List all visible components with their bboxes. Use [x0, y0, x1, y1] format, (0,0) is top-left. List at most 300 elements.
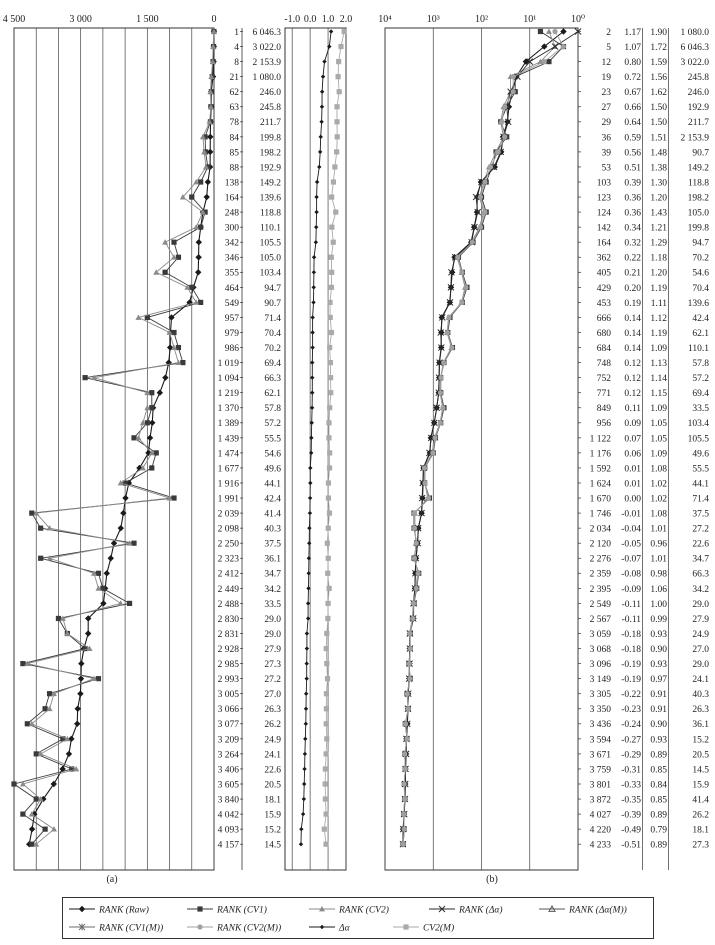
panel-a-series-point	[310, 330, 314, 334]
panel-b-cv2-label: 0.91	[650, 690, 667, 701]
panel-a-value-label: 27.3	[264, 660, 281, 670]
panel-b-delta-label: 0.36	[624, 208, 641, 219]
panel-a-id-label: 4	[234, 42, 239, 53]
panel-b-series-point	[445, 330, 450, 335]
panel-b-id-label: 956	[596, 419, 611, 430]
panel-a-series-point	[323, 781, 328, 786]
panel-a-series-point	[317, 165, 321, 169]
panel-b-value-label: 37.5	[692, 509, 709, 520]
panel-a-value-label: 192.9	[259, 163, 281, 174]
panel-b-delta-label: 0.36	[624, 193, 641, 204]
panel-b-series-point	[478, 194, 483, 199]
panel-b-cv2-label: 1.30	[650, 178, 667, 189]
panel-a-series-point	[302, 797, 306, 801]
panel-b-value-label: 27.3	[692, 840, 709, 851]
panel-b-cv2-label: 1.05	[650, 419, 667, 430]
panel-b-cv2-label: 0.85	[650, 795, 667, 806]
legend-swatch-marker	[79, 906, 85, 912]
panel-b-cv2-label: 1.19	[650, 328, 667, 339]
panel-b-cv2-label: 1.00	[650, 599, 667, 610]
panel-a-value-label: 139.6	[259, 193, 281, 204]
panel-b-cv2-label: 1.11	[650, 298, 667, 309]
panel-a-id-label: 138	[224, 178, 239, 189]
legend-swatch-marker	[197, 924, 202, 929]
panel-a-series-point	[308, 511, 312, 515]
panel-a-series-point	[324, 691, 329, 696]
panel-a-series-point	[324, 706, 329, 711]
panel-a-caption: (a)	[106, 874, 118, 885]
panel-b-series-point	[426, 495, 431, 500]
panel-a-id-label: 1 219	[217, 389, 239, 400]
panel-b-series-point	[470, 240, 475, 245]
legend-label: Δα	[339, 923, 350, 934]
panel-b-series-point	[449, 345, 454, 350]
panel-a-series-point	[306, 601, 310, 605]
panel-a-series-point	[308, 496, 312, 500]
panel-a-series-point	[329, 270, 334, 275]
panel-b-cv2-label: 1.38	[650, 163, 667, 174]
legend-item	[309, 905, 389, 916]
panel-b-value-label: 1 080.0	[680, 27, 709, 38]
panel-b-cv2-label: 0.90	[650, 720, 667, 731]
panel-a-series-point	[311, 300, 315, 304]
panel-a-id-label: 1 389	[217, 419, 239, 430]
panel-b-series-point	[430, 450, 435, 455]
panel-b-value-label: 34.2	[692, 584, 709, 595]
panel-a-series-point	[310, 315, 314, 319]
panel-a-id-label: 2 993	[217, 675, 239, 686]
legend-item	[69, 905, 149, 916]
panel-a-series-point	[324, 721, 329, 726]
panel-a-series-point	[66, 751, 72, 757]
panel-a-series-point	[323, 766, 328, 771]
panel-a-value-label: 70.4	[264, 328, 281, 339]
panel-a-id-label: 979	[224, 328, 239, 339]
panel-b-delta-label: 0.07	[624, 434, 641, 445]
panel-a-series-0	[26, 28, 217, 847]
panel-b-series-point	[561, 44, 566, 49]
panel-a-id-label: 3 840	[217, 795, 239, 806]
panel-b-cv2-label: 0.89	[650, 750, 667, 761]
panel-a-value-label: 103.4	[259, 268, 281, 279]
panel-b-series-point	[402, 827, 407, 832]
panel-a-series-point	[323, 812, 328, 817]
panel-b-value-label: 24.9	[692, 629, 709, 640]
panel-a-series-point	[314, 225, 318, 229]
panel-b-value-label: 55.5	[692, 464, 709, 475]
legend-label: RANK (CV1)	[217, 905, 267, 916]
panel-b-cv2-label: 0.93	[650, 735, 667, 746]
panel-b-series-point	[412, 526, 417, 531]
panel-a-id-label: 248	[224, 208, 239, 219]
panel-a-id-label: 1 474	[217, 449, 239, 460]
panel-a-series-point	[162, 239, 168, 244]
panel-a-series-point	[308, 466, 312, 470]
panel-b-delta-label: 0.51	[624, 163, 641, 174]
panel-b-delta-label: -0.24	[621, 720, 641, 731]
panel-a-value-label: 110.1	[259, 223, 281, 234]
panel-a-series-point	[326, 556, 331, 561]
panel-b-cv2-label: 1.08	[650, 509, 667, 520]
panel-a-value-label: 27.2	[264, 675, 281, 686]
panel-a-id-label: 342	[224, 238, 239, 249]
panel-b-series-point	[496, 149, 501, 154]
panel-a-series-point	[51, 826, 57, 831]
panel-a-id-label: 1 439	[217, 434, 239, 445]
panel-b-delta-label: -0.49	[621, 825, 641, 836]
panel-a-id-label: 3 605	[217, 780, 239, 791]
panel-b-delta-label: 0.01	[624, 479, 641, 490]
panel-a-series-point	[326, 435, 331, 440]
panel-b-id-label: 2 359	[589, 569, 611, 580]
panel-a-id-label: 21	[229, 73, 239, 84]
panel-a-series-1	[11, 29, 216, 847]
panel-b-delta-label: -0.19	[621, 660, 641, 670]
panel-b-series-point	[422, 465, 427, 470]
panel-a-id-label: 957	[224, 313, 239, 324]
panel-b-series-line	[403, 32, 564, 845]
panel-a-series-point	[320, 90, 324, 94]
panel-b-cv2-label: 1.13	[650, 359, 667, 369]
panel-b-delta-label: -0.19	[621, 675, 641, 686]
panel-a-series-point	[327, 345, 332, 350]
panel-b-id-label: 164	[596, 238, 611, 249]
panel-b-value-label: 42.4	[692, 313, 709, 324]
panel-a-series-point	[11, 781, 16, 786]
panel-a-series-point	[327, 586, 332, 591]
panel-b-value-label: 15.2	[692, 735, 709, 746]
panel-a-series-point	[75, 706, 81, 712]
panel-a-series-point	[299, 827, 303, 831]
panel-b-series-point	[412, 510, 417, 515]
panel-b-delta-label: -0.22	[621, 690, 641, 701]
panel-b-delta-label: 0.80	[624, 58, 641, 68]
panel-b-cv2-label: 1.62	[650, 88, 667, 99]
panel-a-series-point	[85, 630, 91, 636]
panel-b-delta-label: -0.35	[621, 795, 641, 806]
panel-b-series-point	[438, 375, 443, 380]
panel-a-value-label: 27.9	[264, 644, 281, 655]
legend-label: RANK (CV2(M))	[217, 923, 282, 934]
panel-b-cv2-label: 1.20	[650, 268, 667, 279]
panel-a-series-point	[325, 676, 330, 681]
panel-b-id-label: 2 120	[589, 539, 611, 550]
panel-b-id-label: 2	[606, 27, 611, 38]
panel-b-delta-label: 0.56	[624, 148, 641, 159]
panel-a-series-point	[323, 751, 328, 756]
panel-b-value-label: 105.0	[687, 208, 709, 219]
panel-b-cv2-label: 0.84	[650, 780, 667, 791]
panel-a-series-point	[309, 451, 313, 455]
panel-b-series-point	[511, 89, 516, 94]
panel-b-value-label: 57.8	[692, 359, 709, 369]
panel-b-delta-label: 0.12	[624, 374, 641, 385]
panel-a-id-label: 300	[224, 223, 239, 234]
panel-b-cv2-label: 1.05	[650, 434, 667, 445]
panel-b-series-point	[482, 179, 487, 184]
panel-b-series-point	[463, 285, 468, 290]
panel-a-series-point	[324, 631, 329, 636]
panel-b-series-point	[478, 225, 483, 230]
panel-a-series-point	[196, 239, 202, 245]
panel-b-delta-label: -0.01	[621, 509, 641, 520]
panel-a-series-point	[329, 194, 334, 199]
panel-a-ratio-tick: -1.0	[284, 14, 301, 25]
panel-b-series-point	[403, 721, 408, 726]
panel-b-value-label: 245.8	[687, 73, 709, 84]
panel-a-value-label: 33.5	[264, 599, 281, 610]
panel-a-id-label: 4 042	[217, 810, 239, 821]
panel-b-id-label: 3 594	[589, 735, 611, 746]
panel-b-value-label: 24.1	[692, 675, 709, 686]
panel-a-series-point	[337, 89, 342, 94]
legend-label: RANK (Raw)	[99, 905, 149, 916]
panel-a-id-label: 164	[224, 193, 239, 204]
panel-b-id-label: 1 670	[589, 494, 611, 505]
panel-b-value-label: 27.2	[692, 524, 709, 535]
panel-a-id-label: 2 830	[217, 614, 239, 625]
panel-b-delta-label: -0.33	[621, 780, 641, 791]
panel-b-id-label: 405	[596, 268, 611, 279]
panel-b-delta-label: 0.21	[624, 268, 641, 279]
panel-a-id-label: 1 019	[217, 359, 239, 369]
panel-a-series-point	[319, 120, 323, 124]
panel-b-cv2-label: 1.20	[650, 193, 667, 204]
panel-b-value-label: 103.4	[687, 419, 709, 430]
panel-b-series-0	[400, 28, 567, 847]
panel-b-delta-label: -0.05	[621, 539, 641, 550]
panel-b-value-label: 211.7	[687, 118, 709, 129]
legend-label: CV2(M)	[423, 923, 455, 934]
panel-a-series-point	[83, 375, 88, 380]
panel-a-series-point	[326, 480, 331, 485]
panel-a-value-label: 42.4	[264, 494, 281, 505]
panel-a-series-point	[149, 465, 154, 470]
panel-a-series-point	[306, 616, 310, 620]
panel-b-id-label: 1 122	[589, 434, 611, 445]
panel-b-delta-label: 0.00	[624, 494, 641, 505]
panel-b-delta-label: 0.72	[624, 73, 641, 84]
panel-a-series-point	[318, 150, 322, 154]
panel-a-series-4	[322, 29, 347, 847]
panel-b-id-label: 3 149	[589, 675, 611, 686]
panel-a-series-point	[78, 660, 84, 666]
panel-b-delta-label: 0.12	[624, 389, 641, 400]
panel-b-delta-label: 0.19	[624, 298, 641, 309]
legend-item	[393, 923, 454, 934]
panel-b-id-label: 849	[596, 404, 611, 415]
panel-b-value-label: 198.2	[687, 193, 709, 204]
panel-a-series-point	[314, 195, 318, 199]
panel-a-series-point	[303, 737, 307, 741]
panel-a-series-line	[29, 32, 214, 845]
panel-a-series-point	[331, 179, 336, 184]
panel-b-cv2-label: 1.43	[650, 208, 667, 219]
panel-b-cv2-label: 0.98	[650, 569, 667, 580]
panel-b-cv2-label: 0.79	[650, 825, 667, 836]
panel-a-series-point	[304, 692, 308, 696]
panel-a-series-point	[312, 285, 316, 289]
legend-label: RANK (CV1(M))	[99, 923, 164, 934]
panel-a-id-label: 986	[224, 343, 239, 354]
panel-b-value-label: 110.1	[687, 343, 709, 354]
panel-b-value-label: 27.9	[692, 614, 709, 625]
panel-b-value-label: 105.5	[687, 434, 709, 445]
panel-b-id-label: 124	[596, 208, 611, 219]
panel-a-value-label: 20.5	[264, 780, 281, 791]
panel-b-series-point	[542, 59, 547, 64]
panel-b-delta-label: 0.67	[624, 88, 641, 99]
panel-b-axis-tick: 10⁴	[378, 14, 392, 25]
legend-item	[539, 905, 627, 916]
panel-a-value-label: 71.4	[264, 313, 281, 324]
panel-a-series-point	[307, 541, 311, 545]
panel-b-value-label: 20.5	[692, 750, 709, 761]
legend-label: RANK (Δα)	[459, 905, 503, 916]
panel-b-axis-tick: 10³	[426, 14, 440, 25]
panel-a-series-point	[43, 827, 48, 832]
panel-b-delta-label: 0.22	[624, 253, 641, 264]
panel-a-value-label: 66.3	[264, 374, 281, 385]
panel-b-series-point	[412, 556, 417, 561]
panel-a-series-point	[204, 194, 210, 200]
panel-b-delta-label: -0.07	[621, 554, 641, 565]
panel-b-series-point	[488, 164, 493, 169]
panel-b-id-label: 1 176	[589, 449, 611, 460]
panel-b-value-label: 94.7	[692, 238, 709, 249]
panel-a-series-point	[38, 526, 43, 531]
panel-b-value-label: 66.3	[692, 569, 709, 580]
panel-b-id-label: 4 027	[589, 810, 611, 821]
panel-b-value-label: 192.9	[687, 103, 709, 114]
panel-a-series-point	[305, 661, 309, 665]
panel-b-cv2-label: 1.02	[650, 479, 667, 490]
panel-a-series-point	[327, 511, 332, 516]
panel-a-rank-tick: 3 000	[69, 14, 92, 25]
panel-a-series-point	[305, 676, 309, 680]
panel-b-id-label: 1 624	[589, 479, 611, 490]
panel-a-series-point	[310, 406, 314, 410]
panel-a-series-line	[23, 32, 214, 845]
panel-b-series-point	[459, 270, 464, 275]
panel-a-series-point	[325, 601, 330, 606]
panel-b-id-label: 19	[601, 73, 611, 84]
panel-b-cv2-label: 0.89	[650, 810, 667, 821]
legend	[62, 897, 654, 939]
panel-a-series-point	[38, 556, 43, 561]
panel-a-rank-tick: 1 500	[136, 14, 159, 25]
panel-b-id-label: 3 872	[589, 795, 611, 806]
panel-b-delta-label: 0.59	[624, 133, 641, 144]
panel-b-cv2-label: 1.09	[650, 449, 667, 460]
panel-a-value-label: 55.5	[264, 434, 281, 445]
panel-b-value-label: 246.0	[687, 88, 709, 99]
panel-a-series-point	[321, 74, 325, 78]
panel-b-id-label: 39	[601, 148, 611, 159]
panel-a-value-label: 70.2	[264, 343, 281, 354]
panel-b-cv2-label: 1.18	[650, 253, 667, 264]
panel-a-series-point	[301, 812, 305, 816]
panel-b-value-label: 6 046.3	[680, 42, 709, 53]
panel-b-series-point	[403, 766, 408, 771]
panel-a-series-point	[322, 59, 326, 63]
panel-a-value-label: 54.6	[264, 449, 281, 460]
panel-b-delta-label: -0.18	[621, 629, 641, 640]
panel-a-value-label: 29.0	[264, 629, 281, 640]
panel-b-series-point	[441, 360, 446, 365]
panel-a-series-point	[308, 481, 312, 485]
panel-a-series-point	[20, 812, 25, 817]
panel-b-series-3	[400, 29, 581, 848]
panel-a-id-label: 8	[234, 58, 239, 68]
panel-b-value-label: 2 153.9	[680, 133, 709, 144]
panel-b-value-label: 62.1	[692, 328, 709, 339]
panel-a-value-label: 15.9	[264, 810, 281, 821]
panel-a-series-point	[334, 104, 339, 109]
panel-a-id-label: 3 077	[217, 720, 239, 731]
panel-b-id-label: 453	[596, 298, 611, 309]
panel-b-delta-label: 0.11	[624, 404, 641, 415]
panel-b-series-point	[405, 691, 410, 696]
panel-b-cv2-label: 1.90	[650, 27, 667, 38]
panel-a-value-label: 37.5	[264, 539, 281, 550]
panel-b-series-point	[402, 751, 407, 756]
panel-b-value-label: 118.8	[687, 178, 709, 189]
panel-a-series-point	[104, 570, 110, 576]
panel-b-series-line	[403, 32, 563, 845]
panel-a-id-label: 3 406	[217, 765, 239, 776]
panel-b-series-point	[502, 104, 507, 109]
panel-a-id-label: 3 066	[217, 705, 239, 716]
panel-a-series-point	[195, 269, 201, 275]
panel-a-series-point	[299, 842, 303, 846]
panel-b-series-point	[410, 616, 415, 621]
panel-b-value-label: 199.8	[687, 223, 709, 234]
panel-b-delta-label: -0.27	[621, 735, 641, 746]
panel-b-delta-label: 0.34	[624, 223, 641, 234]
panel-a-rank-tick: 0	[211, 14, 217, 25]
panel-b-id-label: 2 034	[589, 524, 611, 535]
panel-a-value-label: 40.3	[264, 524, 281, 535]
panel-a-id-label: 355	[224, 268, 239, 279]
panel-b-caption: (b)	[486, 874, 498, 885]
panel-a-series-point	[74, 721, 80, 727]
panel-a-series-point	[329, 330, 334, 335]
panel-b-id-label: 362	[596, 253, 611, 264]
panel-b-cv2-label: 1.21	[650, 223, 667, 234]
panel-b-id-label: 23	[601, 88, 611, 99]
panel-a-id-label: 88	[229, 163, 239, 174]
panel-b-series-2	[400, 29, 558, 847]
panel-a-value-label: 49.6	[264, 464, 281, 475]
panel-b-series-point	[407, 661, 412, 666]
panel-a-series-point	[328, 360, 333, 365]
panel-b-value-label: 27.0	[692, 644, 709, 655]
panel-b-id-label: 36	[601, 133, 611, 144]
panel-a-id-label: 346	[224, 253, 239, 264]
panel-a-id-label: 1 991	[217, 494, 239, 505]
panel-b-id-label: 3 096	[589, 660, 611, 670]
panel-a-series-point	[312, 270, 316, 274]
panel-b-id-label: 1 592	[589, 464, 611, 475]
panel-b-value-label: 34.7	[692, 554, 709, 565]
panel-b-value-label: 41.4	[692, 795, 709, 806]
panel-a-value-label: 44.1	[264, 479, 281, 490]
panel-b-series-point	[411, 601, 416, 606]
panel-a-value-label: 1 080.0	[252, 73, 281, 84]
panel-b-id-label: 752	[596, 374, 611, 385]
panel-b-id-label: 1 746	[589, 509, 611, 520]
